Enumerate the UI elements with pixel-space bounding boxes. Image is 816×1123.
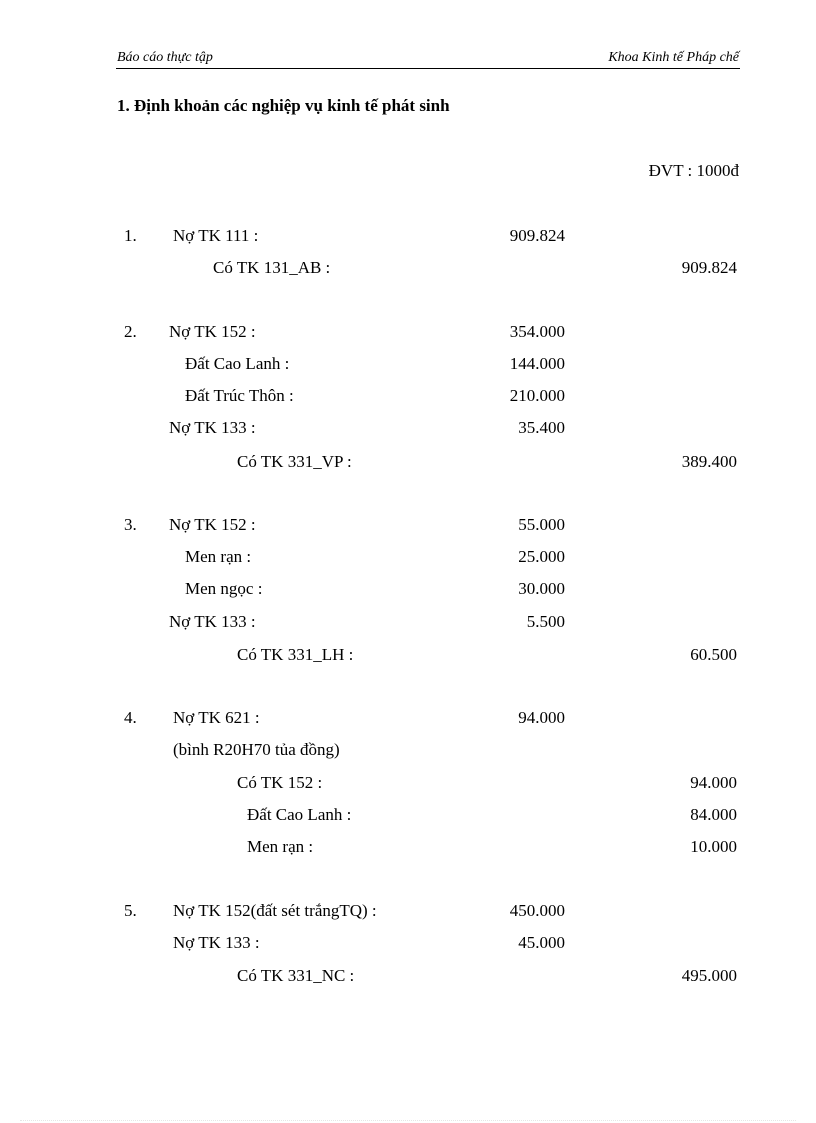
page-bottom-rule: [20, 1120, 796, 1121]
journal-line: [0, 547, 816, 571]
account-label: Men rạn :: [185, 547, 252, 566]
account-label: Nợ TK 133 :: [169, 418, 256, 437]
account-label: Đất Cao Lanh :: [247, 805, 352, 824]
debit-amount: 210.000: [509, 386, 565, 405]
account-label: Đất Trúc Thôn :: [185, 386, 294, 405]
journal-line: [0, 515, 816, 539]
journal-line: [0, 740, 816, 764]
account-label: Có TK 331_LH :: [237, 645, 354, 664]
credit-amount: 909.824: [681, 258, 737, 277]
account-label: Đất Cao Lanh :: [185, 354, 290, 373]
credit-amount: 495.000: [681, 966, 737, 985]
journal-line: [0, 322, 816, 346]
account-label: Có TK 331_VP :: [237, 452, 352, 471]
journal-line: [0, 805, 816, 829]
entry-number: 4.: [124, 708, 137, 727]
account-label: Có TK 331_NC :: [237, 966, 355, 985]
journal-line: [0, 612, 816, 636]
journal-line: [0, 354, 816, 378]
debit-amount: 55.000: [518, 515, 565, 534]
debit-amount: 35.400: [518, 418, 565, 437]
header-report-title: Báo cáo thực tập: [117, 50, 213, 65]
account-label: Nợ TK 152 :: [169, 515, 256, 534]
header-faculty: Khoa Kinh tế Pháp chế: [608, 50, 739, 65]
account-label: Nợ TK 133 :: [173, 933, 260, 952]
debit-amount: 354.000: [509, 322, 565, 341]
entry-number: 5.: [124, 901, 137, 920]
journal-line: [0, 452, 816, 476]
debit-amount: 450.000: [509, 901, 565, 920]
account-label: Men ngọc :: [185, 579, 263, 598]
account-label: Nợ TK 621 :: [173, 708, 260, 727]
unit-label: ĐVT : 1000đ: [648, 161, 739, 180]
section-title: 1. Định khoản các nghiệp vụ kinh tế phát sinh: [117, 96, 450, 115]
debit-amount: 94.000: [518, 708, 565, 727]
journal-line: [0, 386, 816, 410]
debit-amount: 909.824: [509, 226, 565, 245]
debit-amount: 25.000: [518, 547, 565, 566]
journal-line: [0, 418, 816, 442]
credit-amount: 94.000: [690, 773, 737, 792]
account-label: Nợ TK 152 :: [169, 322, 256, 341]
credit-amount: 389.400: [681, 452, 737, 471]
journal-line: [0, 708, 816, 732]
credit-amount: 10.000: [690, 837, 737, 856]
debit-amount: 45.000: [518, 933, 565, 952]
journal-line: [0, 933, 816, 957]
entry-number: 3.: [124, 515, 137, 534]
journal-line: [0, 226, 816, 250]
journal-line: [0, 258, 816, 282]
journal-line: [0, 645, 816, 669]
entry-number: 2.: [124, 322, 137, 341]
journal-line: [0, 966, 816, 990]
journal-line: [0, 773, 816, 797]
debit-amount: 144.000: [509, 354, 565, 373]
debit-amount: 5.500: [526, 612, 565, 631]
account-note: (bình R20H70 tủa đồng): [173, 740, 340, 759]
debit-amount: 30.000: [518, 579, 565, 598]
credit-amount: 60.500: [690, 645, 737, 664]
journal-line: [0, 901, 816, 925]
account-label: Có TK 152 :: [237, 773, 323, 792]
credit-amount: 84.000: [690, 805, 737, 824]
account-label: Nợ TK 111 :: [173, 226, 259, 245]
account-label: Nợ TK 152(đất sét trắngTQ) :: [173, 901, 377, 920]
account-label: Men rạn :: [247, 837, 314, 856]
entry-number: 1.: [124, 226, 137, 245]
header-divider: [116, 68, 740, 69]
journal-line: [0, 837, 816, 861]
journal-line: [0, 579, 816, 603]
account-label: Nợ TK 133 :: [169, 612, 256, 631]
account-label: Có TK 131_AB :: [213, 258, 331, 277]
